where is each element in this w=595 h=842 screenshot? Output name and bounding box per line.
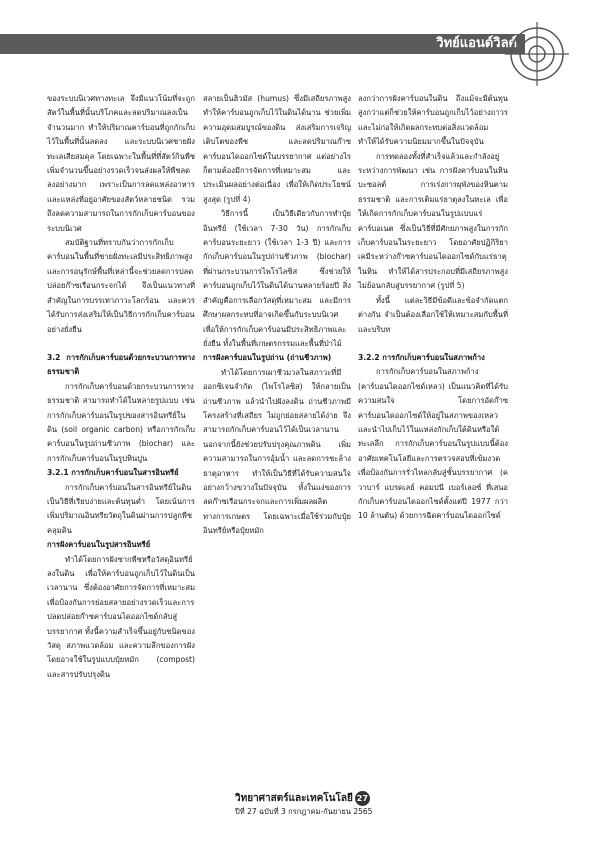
paragraph-text: การกักเก็บคาร์บอนในสารอินทรีย์ในดิน เป็นวิธีที่เรียบง่ายและต้นทุนต่ำ โดยเน้นการเพิ่มปริมาณอินทรียวัตถุในดินผ่านการปลูกพืชคลุมดิน [47,482,195,535]
heading-text: 3.2.1 การกักเก็บคาร์บอนในสารอินทรีย์ [47,468,179,478]
section-heading [47,466,195,480]
footer-title [235,791,370,806]
heading-text: การฝังคาร์บอนในรูปสารอินทรีย์ [47,540,151,550]
text-column-1 [47,92,195,682]
section-heading [203,351,351,365]
paragraph-text: ทำได้โดยการเผาชีวมวลในสภาวะที่มีออกซิเจนจำกัด (ไพโรไลซิส) ให้กลายเป็นถ่านชีวภาพ แล้วนำไปฝังลงดิน ถ่านชีวภาพมีโครงสร้างที่เสถียร ไม่ถูกย่อยสลายได้ง่าย จึงสามารถกักเก็บคาร์บอนไว้ได้เป็นเวลานาน นอกจากนี้ยังช่วยปรับปรุงคุณภาพดิน เพิ่มความสามารถในการอุ้มน้ำ และลดการชะล้างธาตุอาหาร ทำให้เป็นวิธีที่ได้รับความสนใจอย่างกว้างขวางในปัจจุบัน ทั้งในแง่ของการลดก๊าซเรือนกระจกและการเพิ่มผลผลิตทางการเกษตร โดยเฉพาะเมื่อใช้ร่วมกับปุ๋ยอินทรีย์หรือปุ๋ยหมัก [203,367,351,536]
paragraph [47,380,195,466]
paragraph-text: ทำได้โดยการฝังซากพืชหรือวัสดุอินทรีย์ลงในดิน เพื่อให้คาร์บอนถูกเก็บไว้ในดินเป็นเวลานาน ซึ่งต้องอาศัยการจัดการที่เหมาะสมเพื่อป้องกันการย่อยสลายอย่างรวดเร็วและการปลดปล่อยก๊าซคาร์บอนไดออกไซด์กลับสู่บรรยากาศ ทั้งนี้ความสำเร็จขึ้นอยู่กับชนิดของวัสดุ สภาพแวดล้อม และความลึกของการฝัง โดยอาจใช้ในรูปแบบปุ๋ยหมัก (compost) และสารปรับปรุงดิน [47,554,195,679]
magazine-title: วิทยาศาสตร์และเทคโนโลยี [235,793,353,804]
page-number: 27 [355,791,370,806]
paragraph [47,92,195,236]
paragraph [358,365,508,523]
section-heading [47,351,195,380]
paragraph-text: การกักเก็บคาร์บอนด้วยกระบวนการทางธรรมชาติ สามารถทำได้ในหลายรูปแบบ เช่น การกักเก็บคาร์บอนในรูปของสารอินทรีย์ในดิน (soil organic carbon) หรือการกักเก็บคาร์บอนในรูปถ่านชีวภาพ (biochar) และการกักเก็บคาร์บอนในรูปหินปูน [47,381,195,463]
section-heading [47,538,195,552]
paragraph-text: ลงกว่าการฝังคาร์บอนในดิน ถึงแม้จะมีต้นทุนสูงกว่าแต่ก็ช่วยให้คาร์บอนถูกเก็บไว้อย่างถาวร และไม่ก่อให้เกิดผลกระทบต่อสิ่งแวดล้อม ทำให้ได้รับความนิยมมากขึ้นในปัจจุบัน [358,94,508,147]
paragraph [47,553,195,683]
paragraph-text: วิธีการนี้ เป็นวิธีเดียวกับการทำปุ๋ยอินทรีย์ (ใช้เวลา 7-30 วัน) การกักเก็บคาร์บอนระยะยาว (ใช้เวลา 1-3 ปี) และการกักเก็บคาร์บอนในรูปถ่านชีวภาพ (biochar) ที่ผ่านกระบวนการไพโรไลซิส ซึ่งช่วยให้คาร์บอนถูกเก็บไว้ในดินได้นานหลายร้อยปี สิ่งสำคัญคือการเลือกวัสดุที่เหมาะสม และมีการศึกษาผลกระทบที่อาจเกิดขึ้นกับระบบนิเวศ เพื่อให้การกักเก็บคาร์บอนมีประสิทธิภาพและยั่งยืน ทั้งในพื้นที่เกษตรกรรมและพื้นที่ป่าไม้ [203,209,351,348]
crosshair-target-icon [505,22,569,86]
paragraph [358,92,508,150]
section-heading [358,351,508,365]
spacer [47,337,195,351]
paragraph-text: ทั้งนี้ แต่ละวิธีมีข้อดีและข้อจำกัดแตกต่างกัน จำเป็นต้องเลือกใช้ให้เหมาะสมกับพื้นที่และบริบท [358,295,508,334]
paragraph [203,207,351,351]
spacer [358,337,508,351]
figure-reference: (รูปที่ 4) [223,194,251,204]
paragraph-text: การกักเก็บคาร์บอนในสภาพก้าง (คาร์บอนไดออกไซด์เหลว) เป็นแนวคิดที่ได้รับความสนใจ โดยการอัดก๊าซคาร์บอนไดออกไซด์ให้อยู่ในสภาพของเหลว และนำไปเก็บไว้ในแหล่งกักเก็บใต้ดินหรือใต้ทะเลลึก การกักเก็บคาร์บอนในรูปแบบนี้ต้องอาศัยเทคโนโลยีและการตรวจสอบที่เข้มงวด เพื่อป้องกันการรั่วไหลกลับสู่ชั้นบรรยากาศ (ควาบาร์ แบรดเลย์ คอมปนี เบอร์เลอซ์ ที่เสนอกักเก็บคาร์บอนไดออกไซด์ตั้งแต่ปี 1977 กว่า 10 ล้านตัน) ด้วยการฉีดคาร์บอนไดออกไซด์ [358,367,508,521]
section-title: วิทย์แอนด์วิลด์ [436,36,517,51]
heading-text: 3.2.2 การกักเก็บคาร์บอนในสภาพก้าง [358,352,485,362]
paragraph [358,294,508,337]
paragraph [203,366,351,539]
paragraph-text: สมบัติฐานที่ทราบกันว่าการกักเก็บคาร์บอนในพื้นที่ชายฝั่งทะเลมีประสิทธิภาพสูง และการอนุรักษ์พื้นที่เหล่านี้จะช่วยลดการปลดปล่อยก๊าซเรือนกระจกได้ จึงเป็นแนวทางที่สำคัญในการบรรเทาภาวะโลกร้อน และควรได้รับการส่งเสริมให้เป็นวิธีการกักเก็บคาร์บอนอย่างยั่งยืน [47,238,195,334]
paragraph [47,236,195,337]
heading-text: การฝังคาร์บอนในรูปถ่าน (ถ่านชีวภาพ) [203,353,332,363]
paragraph [358,150,508,294]
paragraph [47,481,195,539]
text-column-2 [203,92,351,539]
paragraph-text: สลายเป็นฮิวมัส (humus) ซึ่งมีเสถียรภาพสูง ทำให้คาร์บอนถูกเก็บไว้ในดินได้นาน ช่วยเพิ่มความอุดมสมบูรณ์ของดิน ส่งเสริมการเจริญเติบโตของพืช และลดปริมาณก๊าซคาร์บอนไดออกไซด์ในบรรยากาศ แต่อย่างไรก็ตามต้องมีการจัดการที่เหมาะสม และประเมินผลอย่างต่อเนื่อง เพื่อให้เกิดประโยชน์สูงสุด [203,94,351,204]
issue-info: ปีที่ 27 ฉบับที่ 3 กรกฎาคม-กันยายน 2565 [235,807,373,816]
text-column-3 [358,92,508,524]
paragraph [203,92,351,207]
paragraph-text: ของระบบนิเวศทางทะเล จึงมีแนวโน้มที่จะถูกสัตว์ในพื้นที่นั้นบริโภคและลดปริมาณลงเป็นจำนวนมาก ทำให้ปริมาณคาร์บอนที่ถูกกักเก็บไว้ในพื้นที่นั้นลดลง และระบบนิเวศชายฝั่งทะเลเสียสมดุล โดยเฉพาะในพื้นที่ที่สัตว์กินพืชเพิ่มจำนวนขึ้นอย่างรวดเร็วจนส่งผลให้พืชลดลงอย่างมาก เพราะเป็นการลดแหล่งอาหารและแหล่งที่อยู่อาศัยของสัตว์หลายชนิด รวมถึงลดความสามารถในการกักเก็บคาร์บอนของระบบนิเวศ [47,94,195,233]
figure-reference: (รูปที่ 5) [437,281,465,291]
heading-text: 3.2 การกักเก็บคาร์บอนด้วยกระบวนการทางธรรมชาติ [47,352,195,377]
paragraph-text: การทดลองทั้งที่สำเร็จแล้วและกำลังอยู่ระหว่างการพัฒนา เช่น การฝังคาร์บอนในหินบะซอลต์ การเร่งการผุพังของหินตามธรรมชาติ และการเติมแร่ธาตุลงในทะเล เพื่อให้เกิดการกักเก็บคาร์บอนในรูปแบบแร่คาร์บอเนต ซึ่งเป็นวิธีที่มีศักยภาพสูงในการกักเก็บคาร์บอนในระยะยาว โดยอาศัยปฏิกิริยาเคมีระหว่างก๊าซคาร์บอนไดออกไซด์กับแร่ธาตุในหิน ทำให้ได้สารประกอบที่มีเสถียรภาพสูง ไม่ย้อนกลับสู่บรรยากาศ [358,151,508,291]
